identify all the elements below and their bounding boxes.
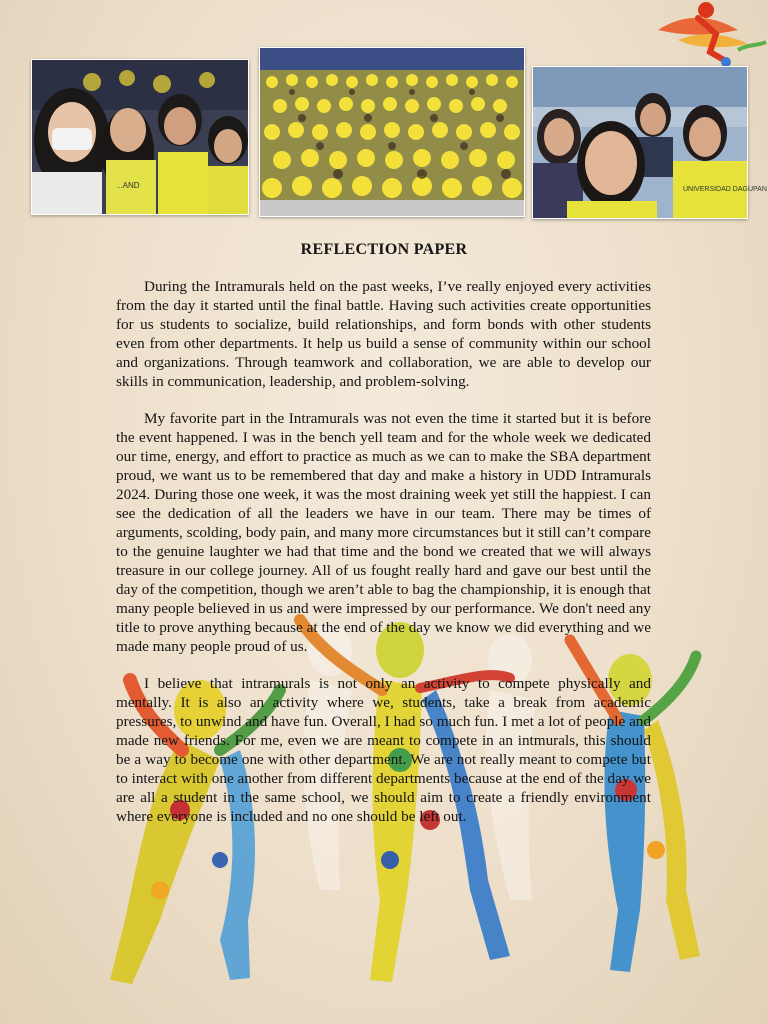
paragraph-1: During the Intramurals held on the past weeks, I’ve really enjoyed every activities from the day it started until the final battle. Having such activities create opportunities for us students to socialize, build relationships, and form bonds with other students even from other departments. It help us build a sense of community within our school and organizations. Through teamwork and collaboration, we are able to develop our skills in communication, leadership, and problem-solving. <box>116 278 651 390</box>
photo-left-shirt-text: ...AND <box>116 181 140 190</box>
photo-students-selfie-left <box>31 59 249 215</box>
document-title: REFLECTION PAPER <box>300 241 468 258</box>
paragraph-2: My favorite part in the Intramurals was not even the time it started but it is before the event happened. I was in the bench yell team and for the whole week we dedicated our time, energy, and effort to practice as much as we can to make the SBA department proud, we want us to be remembered that day and make a history in UDD Intramurals 2024. During those one week, it was the most draining week yet still the happiest. I can see the dedication of all the leaders we have in our team. There may be times of arguments, scolding, body pain, and many more circumstances but it still can’t compare to the genuine laughter we had that time and the bond we created that we will always treasure in our college journey. All of us fought really hard and gave our best until the day of the competition, though we aren’t able to bag the championship, it is enough that many people believed in us and were impressed by our performance. We don't need any title to prove anything because at the end of the day we know we did everything and we made many people proud of us. <box>116 410 651 655</box>
photo-right-shirt-text: UNIVERSIDAD DAGUPAN <box>683 186 767 193</box>
photo-bench-yell-crowd <box>259 47 525 217</box>
photo-students-selfie-right <box>532 66 767 219</box>
reflection-body <box>116 277 651 844</box>
paragraph-3: I believe that intramurals is not only an activity to compete physically and mentally. It is also an activity where we, students, take a break from academic pressures, to unwind and have fun. Overall, I had so much fun. I met a lot of people and made new friends. For me, even we are meant to compete in an intmurals, this should be a way to become one with other department. We are not really meant to compete but to interact with one another from different departments because at the end of the day we are all a student in the same school, we should aim to create a friendly environment where everyone is included and no one should be left out. <box>116 675 651 825</box>
